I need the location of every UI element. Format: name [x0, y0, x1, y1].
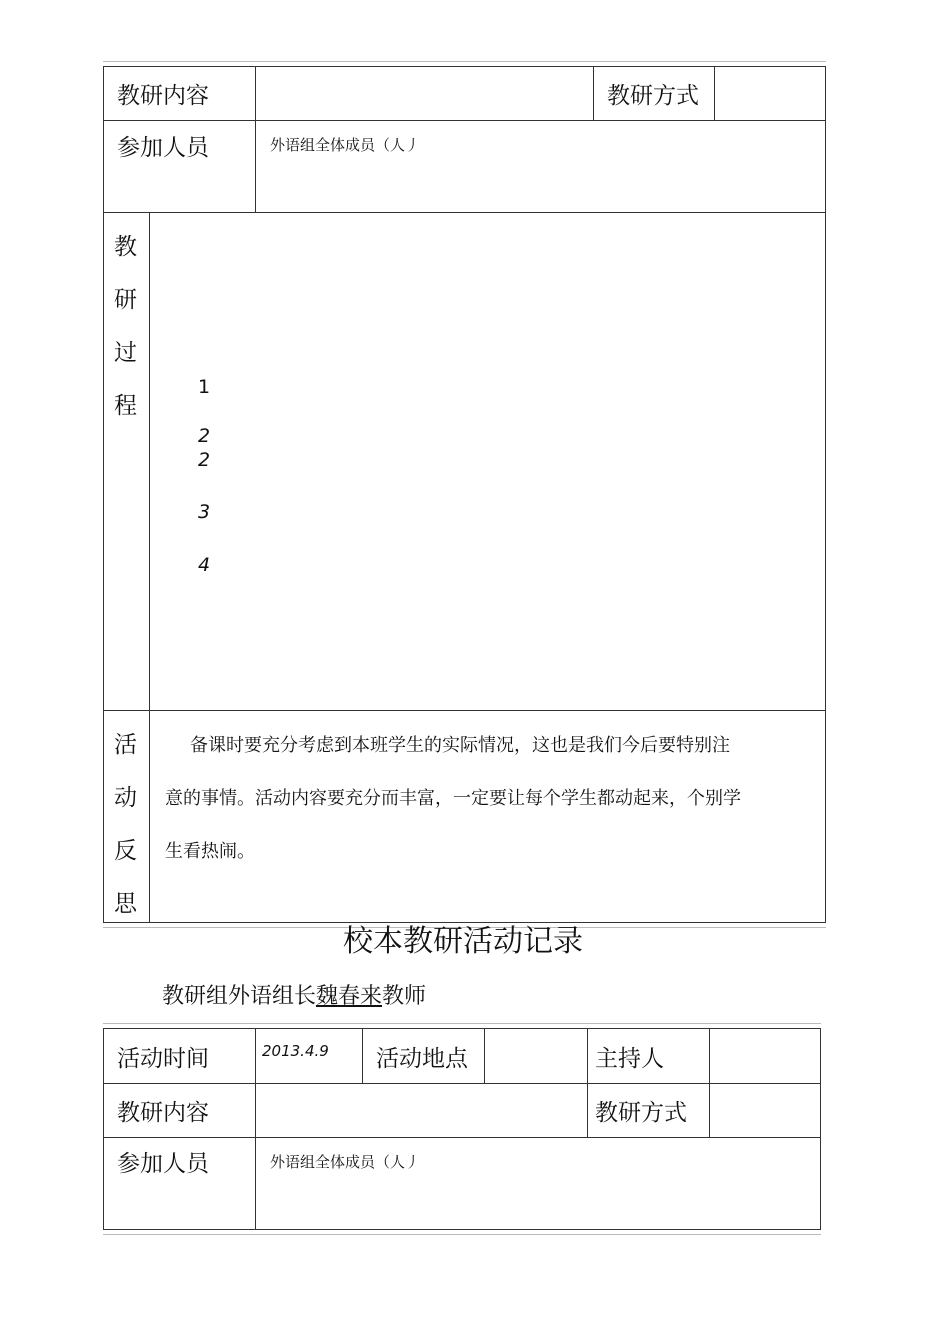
process-label-char: 过	[114, 340, 137, 366]
process-label-char: 研	[114, 287, 137, 313]
reflection-label-char: 反	[114, 838, 137, 864]
group-prefix: 教研组外语组长	[162, 984, 317, 1009]
time-label: 活动时间	[117, 1046, 209, 1072]
reflection-label	[114, 719, 137, 931]
reflection-label-char: 动	[114, 785, 137, 811]
group-leader-name: 魏春来	[316, 984, 383, 1009]
host-label: 主持人	[595, 1046, 664, 1072]
group-line	[162, 979, 426, 1010]
participants-label: 参加人员	[117, 135, 209, 161]
group-suffix: 教师	[382, 984, 427, 1009]
process-item: 1	[198, 376, 211, 398]
method-label-2: 教研方式	[595, 1100, 687, 1126]
reflection-line: 意的事情。活动内容要充分而丰富，一定要让每个学生都动起来，个别学	[165, 788, 741, 809]
content-label: 教研内容	[117, 83, 209, 109]
process-label-char: 程	[114, 393, 137, 419]
process-item: 3	[198, 501, 211, 523]
method-label: 教研方式	[607, 83, 699, 109]
reflection-label-char: 活	[114, 732, 137, 758]
process-label-char: 教	[114, 234, 137, 260]
participants-value: 外语组全体成员（人丿	[270, 136, 421, 154]
process-item: 2	[198, 425, 211, 447]
place-label: 活动地点	[376, 1046, 468, 1072]
process-label	[114, 221, 137, 433]
reflection-line: 生看热闹。	[165, 841, 255, 862]
participants-value-2: 外语组全体成员（人丿	[270, 1153, 421, 1171]
time-value: 2013.4.9	[262, 1042, 329, 1060]
content-label-2: 教研内容	[117, 1100, 209, 1126]
process-item: 4	[198, 554, 211, 576]
reflection-line: 备课时要充分考虑到本班学生的实际情况，这也是我们今后要特别注	[190, 735, 730, 756]
reflection-label-char: 思	[114, 891, 137, 917]
record-title: 校本教研活动记录	[343, 924, 583, 959]
process-item: 2	[198, 449, 211, 471]
participants-label-2: 参加人员	[117, 1151, 209, 1177]
